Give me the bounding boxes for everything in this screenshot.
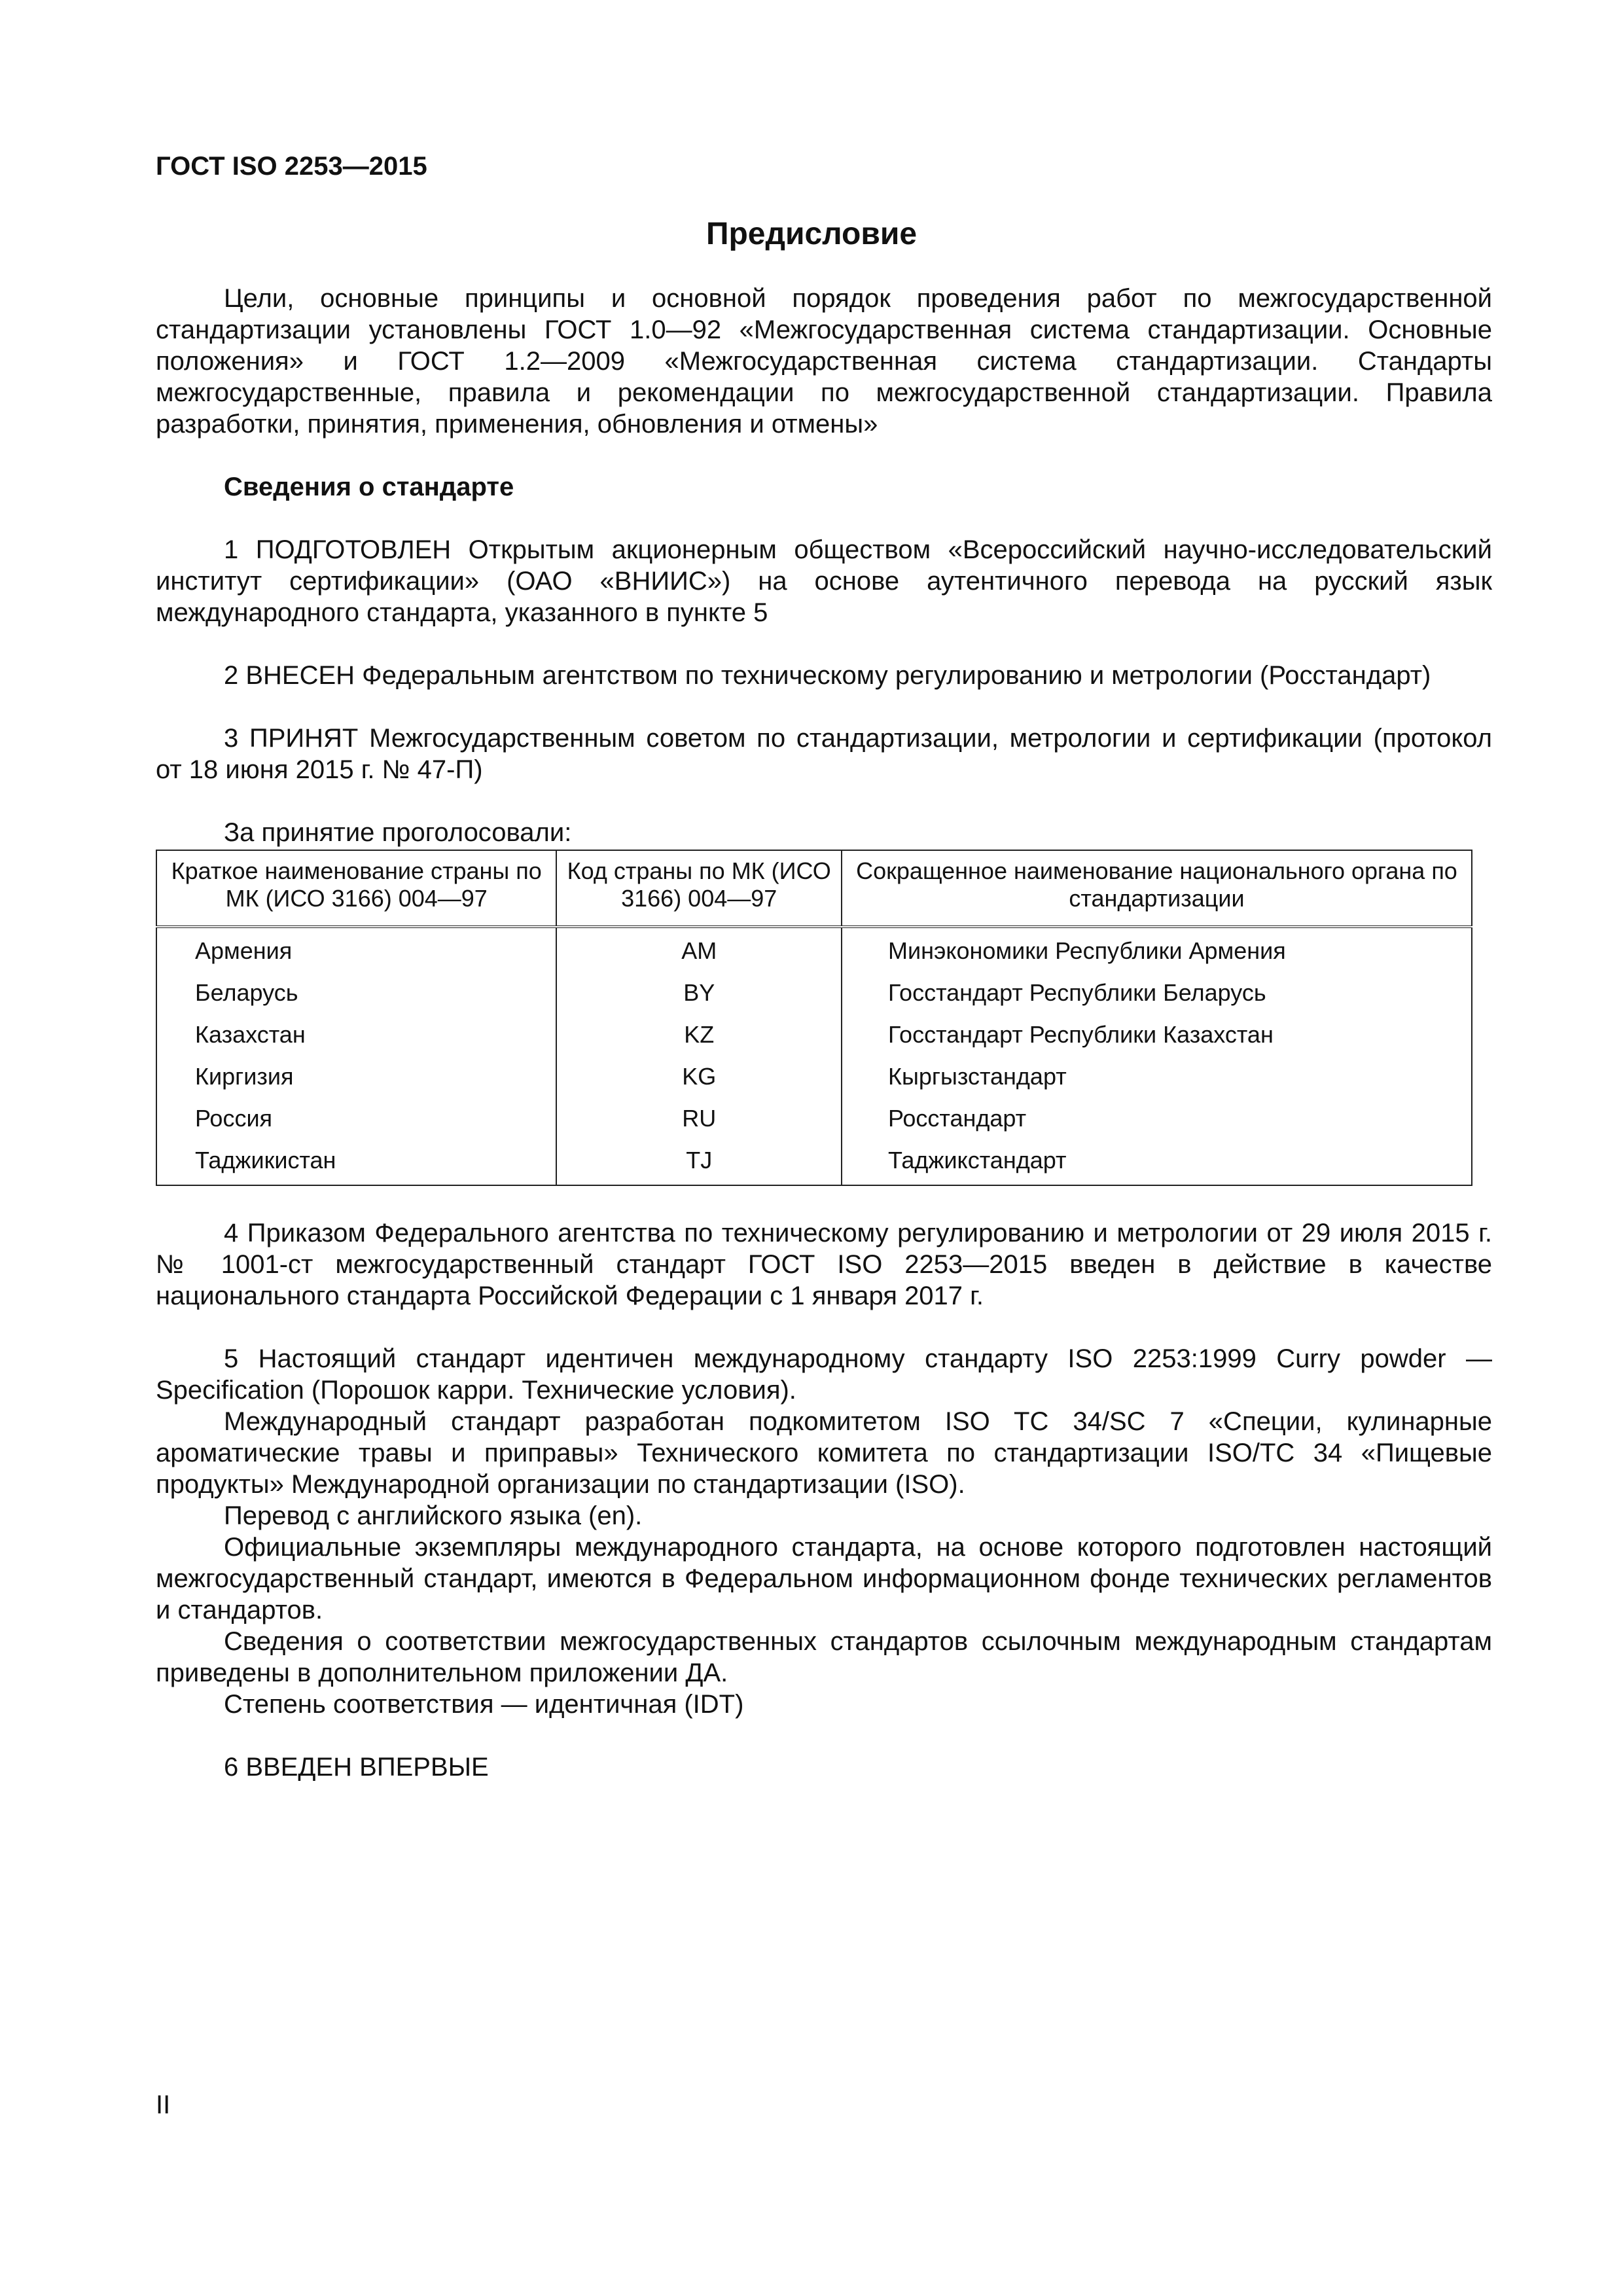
header-code: Код страны по МК (ИСО 3166) 004—97 [556,850,842,927]
item-4: 4 Приказом Федерального агентства по техническому регулированию и метрологии от 29 июля 2015 г. № 1001-ст межгосударственный стандарт ГОСТ ISO 2253—2015 введен в действие в качестве национального стандарта Российской Федерации с 1 января 2017 г. [156,1219,1492,1310]
document-code: ГОСТ ISO 2253—2015 [156,152,427,181]
page-number: II [156,2090,171,2119]
table-row [156,1056,1472,1098]
code-cell: TJ [556,1139,842,1185]
header-country: Краткое наименование страны по МК (ИСО 3166) 004—97 [156,850,556,927]
org-cell: Госстандарт Республики Беларусь [842,972,1472,1014]
table-header-row [156,850,1472,927]
page-title: Предисловие [705,217,918,251]
org-cell: Росстандарт [842,1098,1472,1139]
item-5: 5 Настоящий стандарт идентичен международному стандарту ISO 2253:1999 Curry powder — Specification (Порошок карри. Технические условия). [156,1344,1492,1405]
intro-paragraph: Цели, основные принципы и основной порядок проведения работ по межгосударственной стандартизации установлены ГОСТ 1.0—92 «Межгосударственная система стандартизации. Основные положения» и ГОСТ 1.2—2009 «Межгосударственная система стандартизации. Стандарты межгосударственные, правила и рекомендации по межгосударственной стандартизации. Правила разработки, принятия, применения, обновления и отмены» [156,284,1492,439]
country-cell: Киргизия [156,1056,556,1098]
code-cell: AM [556,927,842,972]
code-cell: BY [556,972,842,1014]
item-6: 6 ВВЕДЕН ВПЕРВЫЕ [224,1753,489,1782]
country-cell: Таджикистан [156,1139,556,1185]
country-cell: Казахстан [156,1014,556,1056]
country-cell: Беларусь [156,972,556,1014]
document-body [156,283,1492,1783]
country-cell: Россия [156,1098,556,1139]
code-cell: KZ [556,1014,842,1056]
item-5-translation: Перевод с английского языка (en). [224,1501,643,1530]
table-row [156,1014,1472,1056]
code-cell: KG [556,1056,842,1098]
item-5-conformity: Сведения о соответствии межгосударственных стандартов ссылочным международным стандартам приведены в дополнительном приложении ДА. [156,1627,1492,1687]
table-row [156,972,1472,1014]
item-5-degree: Степень соответствия — идентичная (IDT) [224,1690,744,1719]
item-1: 1 ПОДГОТОВЛЕН Открытым акционерным обществом «Всероссийский научно-исследовательский институт сертификации» (ОАО «ВНИИС») на основе аутентичного перевода на русский язык международного стандарта, указанного в пункте 5 [156,535,1492,627]
item-3: 3 ПРИНЯТ Межгосударственным советом по стандартизации, метрологии и сертификации (протокол от 18 июня 2015 г. № 47-П) [156,724,1492,784]
org-cell: Кыргызстандарт [842,1056,1472,1098]
org-cell: Госстандарт Республики Казахстан [842,1014,1472,1056]
org-cell: Минэкономики Республики Армения [842,927,1472,972]
item-2: 2 ВНЕСЕН Федеральным агентством по техническому регулированию и метрологии (Росстандарт) [224,661,1431,690]
item-5-developer: Международный стандарт разработан подкомитетом ISO TC 34/SC 7 «Специи, кулинарные ароматические травы и приправы» Технического комитета по стандартизации ISO/TC 34 «Пищевые продукты» Международной организации по стандартизации (ISO). [156,1407,1492,1499]
org-cell: Таджикстандарт [842,1139,1472,1185]
country-cell: Армения [156,927,556,972]
section-heading: Сведения о стандарте [224,473,514,501]
table-row [156,927,1472,972]
voters-table [156,850,1472,1186]
table-row [156,1139,1472,1185]
header-org: Сокращенное наименование национального органа по стандартизации [842,850,1472,927]
code-cell: RU [556,1098,842,1139]
voted-label: За принятие проголосовали: [224,818,572,847]
table-row [156,1098,1472,1139]
item-5-copies: Официальные экземпляры международного стандарта, на основе которого подготовлен настоящий межгосударственный стандарт, имеются в Федеральном информационном фонде технических регламентов и стандартов. [156,1533,1492,1624]
